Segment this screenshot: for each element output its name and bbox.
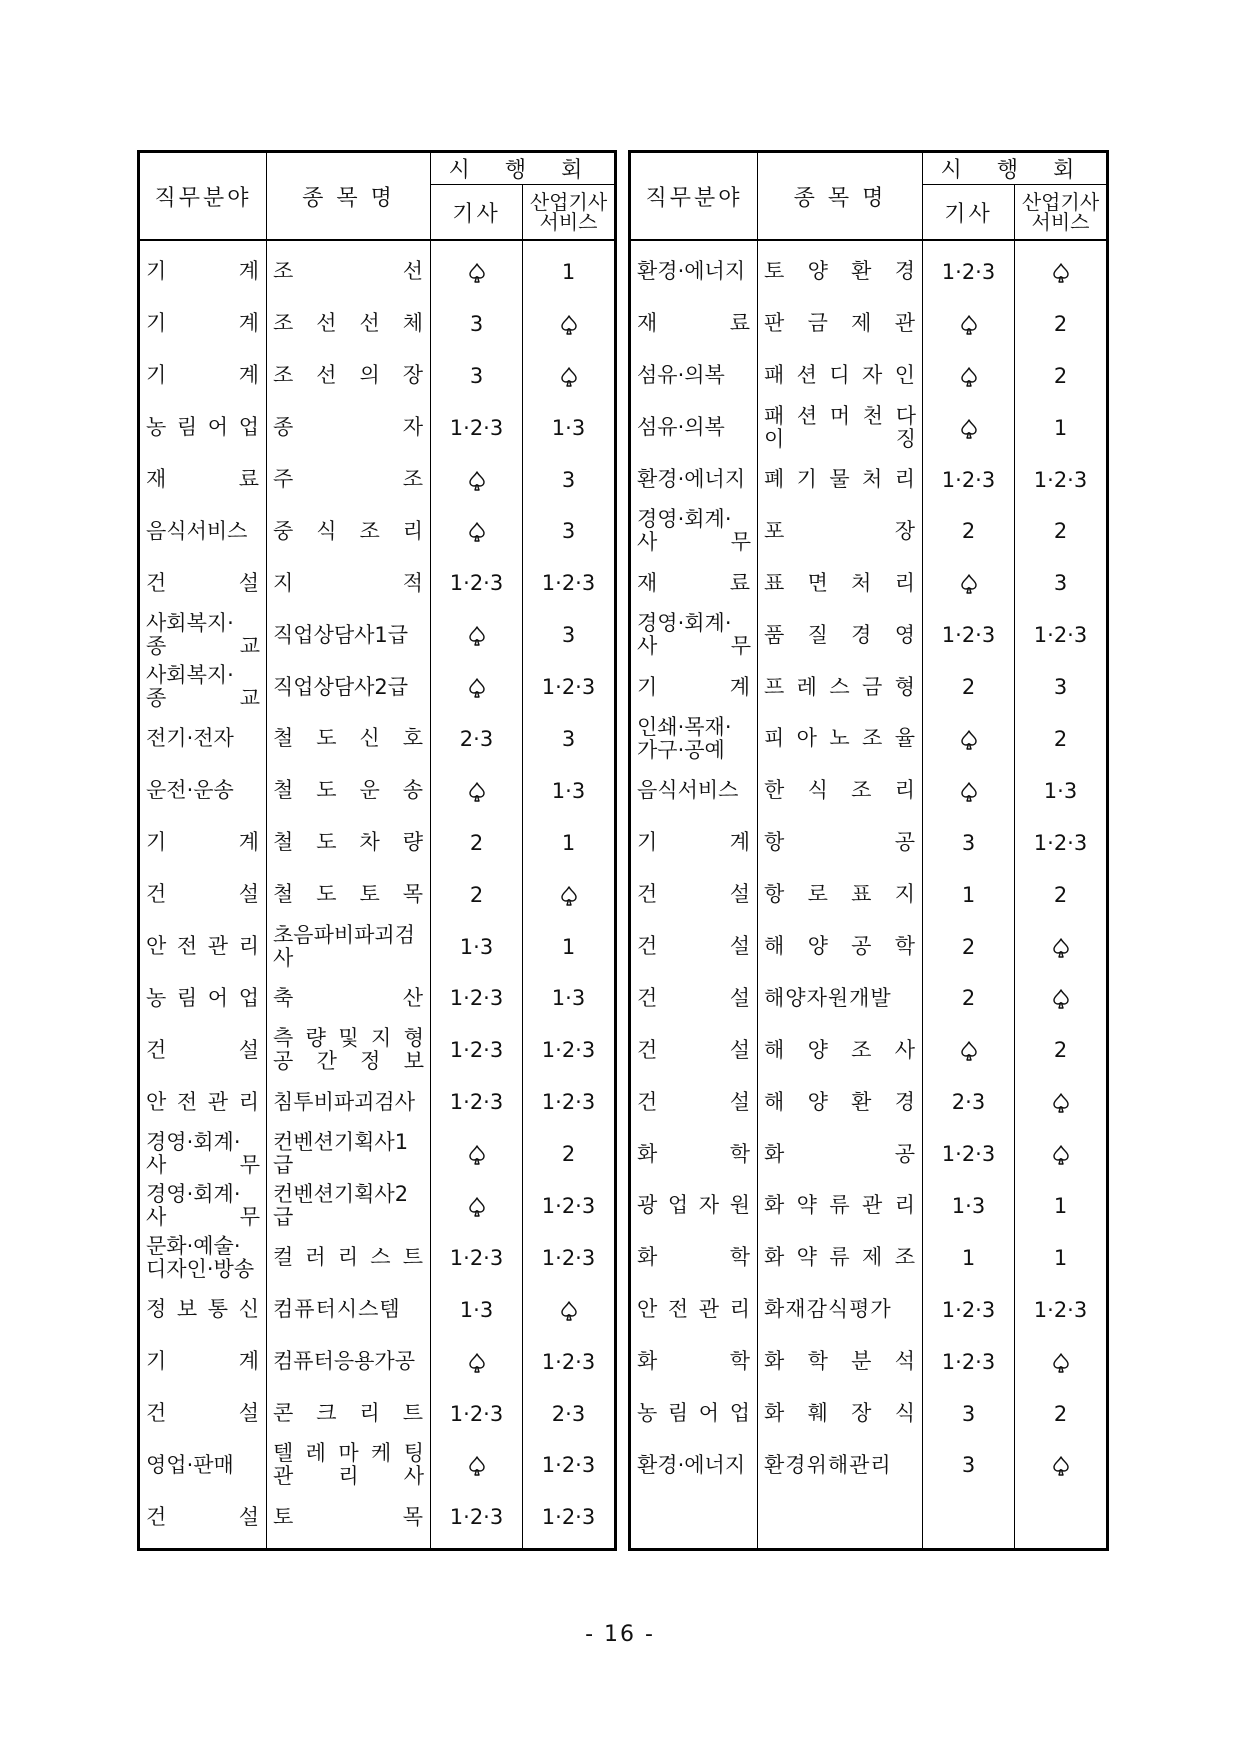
spade-outline-icon — [961, 419, 977, 439]
header-field: 직무분야 — [139, 152, 267, 241]
field-cell: 기 계 — [139, 817, 267, 869]
gisa-cell: 1·2·3 — [431, 1491, 523, 1543]
spade-cell — [431, 609, 523, 661]
sanup-cell: 1 — [523, 921, 616, 973]
spade-outline-icon — [561, 1301, 577, 1321]
spade-cell — [1015, 972, 1108, 1024]
name-cell: 직업상담사2급 — [267, 661, 431, 713]
field-cell: 재 료 — [630, 298, 758, 350]
table-row — [630, 505, 1108, 557]
table-row — [630, 454, 1108, 506]
name-cell: 텔 레 마 케 팅 관 리 사 — [267, 1439, 431, 1491]
spade-outline-icon — [469, 1197, 485, 1217]
name-cell: 컴퓨터시스템 — [267, 1284, 431, 1336]
table-row — [139, 765, 616, 817]
field-cell: 기 계 — [630, 817, 758, 869]
table-row — [139, 661, 616, 713]
name-cell: 컨벤션기획사1급 — [267, 1128, 431, 1180]
sanup-cell: 3 — [1015, 661, 1108, 713]
sanup-cell: 3 — [523, 454, 616, 506]
gisa-cell: 1·3 — [431, 1284, 523, 1336]
sanup-cell: 1 — [523, 246, 616, 298]
table-body-left — [139, 240, 616, 1549]
name-cell: 주 조 — [267, 454, 431, 506]
spade-outline-icon — [561, 367, 577, 387]
field-cell: 화 학 — [630, 1232, 758, 1284]
table-row — [630, 1024, 1108, 1076]
gisa-cell: 2 — [923, 505, 1015, 557]
spade-cell — [431, 1180, 523, 1232]
spade-outline-icon — [961, 367, 977, 387]
name-cell: 화 훼 장 식 — [758, 1388, 923, 1440]
gisa-cell: 1·2·3 — [923, 246, 1015, 298]
field-cell: 기 계 — [139, 1336, 267, 1388]
field-cell: 재 료 — [630, 557, 758, 609]
name-cell: 항 공 — [758, 817, 923, 869]
table-row — [630, 557, 1108, 609]
spade-outline-icon — [469, 626, 485, 646]
name-cell: 지 적 — [267, 557, 431, 609]
sanup-cell: 1·2·3 — [523, 557, 616, 609]
spade-cell — [923, 298, 1015, 350]
sanup-cell: 2 — [1015, 350, 1108, 402]
field-cell: 문화·예술· 디자인·방송 — [139, 1232, 267, 1284]
gisa-cell: 1·2·3 — [923, 1284, 1015, 1336]
table-row — [630, 402, 1108, 454]
name-cell: 화 약 류 관 리 — [758, 1180, 923, 1232]
table-row — [630, 1128, 1108, 1180]
table-row — [630, 609, 1108, 661]
sanup-cell: 1·3 — [1015, 765, 1108, 817]
header-name: 종 목 명 — [267, 152, 431, 241]
spade-outline-icon — [961, 574, 977, 594]
sanup-cell: 1·2·3 — [523, 1180, 616, 1232]
field-cell: 건 설 — [630, 921, 758, 973]
table-row — [630, 817, 1108, 869]
gisa-cell: 1·3 — [923, 1180, 1015, 1232]
field-cell: 건 설 — [139, 1024, 267, 1076]
table-row — [139, 713, 616, 765]
spade-cell — [1015, 1336, 1108, 1388]
name-cell: 철 도 운 송 — [267, 765, 431, 817]
gisa-cell: 1·2·3 — [923, 454, 1015, 506]
spade-cell — [523, 298, 616, 350]
table-row — [630, 1336, 1108, 1388]
field-cell: 영업·판매 — [139, 1439, 267, 1491]
table-row — [139, 505, 616, 557]
spade-cell — [431, 1439, 523, 1491]
gisa-cell: 1·3 — [431, 921, 523, 973]
field-cell: 사회복지· 종 교 — [139, 609, 267, 661]
gisa-cell: 2·3 — [431, 713, 523, 765]
spade-outline-icon — [961, 1041, 977, 1061]
gisa-cell: 1·2·3 — [431, 972, 523, 1024]
field-cell: 건 설 — [139, 557, 267, 609]
table-row — [139, 246, 616, 298]
field-cell: 기 계 — [139, 350, 267, 402]
gisa-cell — [923, 1491, 1015, 1543]
gisa-cell: 1·2·3 — [431, 1232, 523, 1284]
name-cell: 직업상담사1급 — [267, 609, 431, 661]
gisa-cell: 2·3 — [923, 1076, 1015, 1128]
spade-cell — [923, 350, 1015, 402]
field-cell: 경영·회계· 사 무 — [139, 1128, 267, 1180]
header-gisa: 기사 — [923, 185, 1015, 241]
spade-cell — [1015, 1439, 1108, 1491]
spade-cell — [431, 246, 523, 298]
field-cell: 경영·회계· 사 무 — [630, 609, 758, 661]
sanup-cell: 1·2·3 — [523, 1024, 616, 1076]
field-cell: 기 계 — [139, 246, 267, 298]
table-row — [139, 1336, 616, 1388]
sanup-cell: 1·3 — [523, 765, 616, 817]
spade-cell — [431, 1336, 523, 1388]
field-cell: 환경·에너지 — [630, 454, 758, 506]
field-cell: 농 림 어 업 — [630, 1388, 758, 1440]
sanup-cell: 1 — [1015, 402, 1108, 454]
field-cell: 건 설 — [139, 1491, 267, 1543]
spade-outline-icon — [561, 315, 577, 335]
sanup-cell: 3 — [523, 609, 616, 661]
table-row — [139, 1388, 616, 1440]
field-cell: 농 림 어 업 — [139, 972, 267, 1024]
name-cell: 포 장 — [758, 505, 923, 557]
table-row — [630, 713, 1108, 765]
sanup-cell: 1·3 — [523, 402, 616, 454]
gisa-cell: 1·2·3 — [923, 1128, 1015, 1180]
spade-outline-icon — [469, 1145, 485, 1165]
field-cell: 안 전 관 리 — [139, 1076, 267, 1128]
field-cell: 기 계 — [139, 298, 267, 350]
name-cell: 패 션 디 자 인 — [758, 350, 923, 402]
table-row — [139, 1439, 616, 1491]
field-cell: 전기·전자 — [139, 713, 267, 765]
sanup-cell: 2 — [1015, 1388, 1108, 1440]
table-row — [630, 1491, 1108, 1543]
spade-cell — [1015, 1128, 1108, 1180]
qualification-table-left — [137, 150, 617, 1551]
gisa-cell: 1·2·3 — [431, 557, 523, 609]
sanup-cell: 1·2·3 — [1015, 454, 1108, 506]
field-cell: 사회복지· 종 교 — [139, 661, 267, 713]
name-cell: 조 선 의 장 — [267, 350, 431, 402]
spade-outline-icon — [469, 782, 485, 802]
field-cell: 광 업 자 원 — [630, 1180, 758, 1232]
spade-cell — [431, 661, 523, 713]
field-cell: 화 학 — [630, 1336, 758, 1388]
field-cell: 건 설 — [139, 869, 267, 921]
field-cell: 인쇄·목재· 가구·공예 — [630, 713, 758, 765]
table-row — [630, 1076, 1108, 1128]
spade-outline-icon — [469, 522, 485, 542]
field-cell: 섬유·의복 — [630, 350, 758, 402]
gisa-cell: 1 — [923, 1232, 1015, 1284]
gisa-cell: 2 — [923, 661, 1015, 713]
gisa-cell: 3 — [923, 817, 1015, 869]
table-row — [630, 661, 1108, 713]
header-sanup: 산업기사 서비스 — [523, 185, 616, 241]
field-cell: 기 계 — [630, 661, 758, 713]
field-cell: 음식서비스 — [630, 765, 758, 817]
table-row — [630, 246, 1108, 298]
field-cell: 경영·회계· 사 무 — [630, 505, 758, 557]
spade-outline-icon — [1053, 1353, 1069, 1373]
name-cell: 컬 러 리 스 트 — [267, 1232, 431, 1284]
table-row — [139, 1491, 616, 1543]
sanup-cell: 2·3 — [523, 1388, 616, 1440]
spade-outline-icon — [469, 471, 485, 491]
table-row — [630, 921, 1108, 973]
spade-cell — [431, 765, 523, 817]
sanup-cell: 2 — [1015, 1024, 1108, 1076]
table-row — [139, 1076, 616, 1128]
sanup-cell: 1·2·3 — [523, 1439, 616, 1491]
sanup-cell: 1·2·3 — [1015, 1284, 1108, 1336]
table-row — [630, 869, 1108, 921]
name-cell: 피 아 노 조 율 — [758, 713, 923, 765]
spade-cell — [431, 1128, 523, 1180]
field-cell: 운전·운송 — [139, 765, 267, 817]
spade-cell — [431, 505, 523, 557]
header-name: 종 목 명 — [758, 152, 923, 241]
name-cell: 프 레 스 금 형 — [758, 661, 923, 713]
name-cell: 화 약 류 제 조 — [758, 1232, 923, 1284]
table-row — [630, 350, 1108, 402]
spade-outline-icon — [961, 782, 977, 802]
gisa-cell: 1·2·3 — [923, 609, 1015, 661]
gisa-cell: 1·2·3 — [431, 1024, 523, 1076]
name-cell: 철 도 차 량 — [267, 817, 431, 869]
field-cell: 환경·에너지 — [630, 246, 758, 298]
sanup-cell — [1015, 1491, 1108, 1543]
sanup-cell: 1 — [523, 817, 616, 869]
spade-cell — [1015, 921, 1108, 973]
sanup-cell: 1·2·3 — [523, 1232, 616, 1284]
sanup-cell: 2 — [523, 1128, 616, 1180]
field-cell: 경영·회계· 사 무 — [139, 1180, 267, 1232]
table-row — [630, 972, 1108, 1024]
sanup-cell: 2 — [1015, 713, 1108, 765]
spade-outline-icon — [561, 886, 577, 906]
field-cell: 음식서비스 — [139, 505, 267, 557]
table-row — [630, 1180, 1108, 1232]
spade-cell — [523, 869, 616, 921]
table-row — [630, 1232, 1108, 1284]
spade-outline-icon — [1053, 263, 1069, 283]
spade-cell — [1015, 246, 1108, 298]
table-row — [630, 1388, 1108, 1440]
field-cell: 안 전 관 리 — [630, 1284, 758, 1336]
name-cell: 토 목 — [267, 1491, 431, 1543]
table-row — [139, 817, 616, 869]
gisa-cell: 2 — [431, 869, 523, 921]
spade-cell — [1015, 1076, 1108, 1128]
sanup-cell: 1 — [1015, 1180, 1108, 1232]
sanup-cell: 2 — [1015, 505, 1108, 557]
sanup-cell: 3 — [523, 713, 616, 765]
name-cell: 환경위해관리 — [758, 1439, 923, 1491]
gisa-cell: 3 — [431, 350, 523, 402]
gisa-cell: 3 — [431, 298, 523, 350]
name-cell: 콘 크 리 트 — [267, 1388, 431, 1440]
table-row — [139, 402, 616, 454]
sanup-cell: 3 — [1015, 557, 1108, 609]
header-field: 직무분야 — [630, 152, 758, 241]
table-row — [139, 1232, 616, 1284]
table-row — [139, 1180, 616, 1232]
spade-outline-icon — [961, 315, 977, 335]
sanup-cell: 1·2·3 — [1015, 817, 1108, 869]
table-row — [139, 609, 616, 661]
gisa-cell: 3 — [923, 1388, 1015, 1440]
name-cell: 항 로 표 지 — [758, 869, 923, 921]
sanup-cell: 1 — [1015, 1232, 1108, 1284]
name-cell: 화 학 분 석 — [758, 1336, 923, 1388]
gisa-cell: 1·2·3 — [923, 1336, 1015, 1388]
name-cell: 침투비파괴검사 — [267, 1076, 431, 1128]
table-row — [139, 454, 616, 506]
name-cell: 컨벤션기획사2급 — [267, 1180, 431, 1232]
header-exam: 시 행 회 — [923, 152, 1108, 185]
sanup-cell: 1·2·3 — [523, 1336, 616, 1388]
name-cell: 폐 기 물 처 리 — [758, 454, 923, 506]
spade-cell — [923, 557, 1015, 609]
spade-cell — [431, 454, 523, 506]
field-cell: 건 설 — [630, 972, 758, 1024]
name-cell: 조 선 선 체 — [267, 298, 431, 350]
name-cell: 중 식 조 리 — [267, 505, 431, 557]
field-cell: 건 설 — [139, 1388, 267, 1440]
name-cell: 조 선 — [267, 246, 431, 298]
gisa-cell: 1 — [923, 869, 1015, 921]
field-cell: 화 학 — [630, 1128, 758, 1180]
sanup-cell: 1·2·3 — [523, 1076, 616, 1128]
field-cell: 건 설 — [630, 1024, 758, 1076]
name-cell: 해 양 환 경 — [758, 1076, 923, 1128]
page-number: - 16 - — [585, 1622, 655, 1647]
name-cell: 해양자원개발 — [758, 972, 923, 1024]
table-row — [139, 1024, 616, 1076]
table-row — [139, 350, 616, 402]
table-row — [139, 1128, 616, 1180]
field-cell: 정 보 통 신 — [139, 1284, 267, 1336]
table-body-right — [630, 240, 1108, 1549]
name-cell: 종 자 — [267, 402, 431, 454]
name-cell: 토 양 환 경 — [758, 246, 923, 298]
field-cell: 섬유·의복 — [630, 402, 758, 454]
name-cell: 해 양 공 학 — [758, 921, 923, 973]
qualification-table-right — [628, 150, 1109, 1551]
gisa-cell: 2 — [923, 972, 1015, 1024]
table-row — [139, 557, 616, 609]
table-row — [630, 1439, 1108, 1491]
gisa-cell: 3 — [923, 1439, 1015, 1491]
field-cell — [630, 1491, 758, 1543]
spade-outline-icon — [1053, 1093, 1069, 1113]
spade-outline-icon — [1053, 1456, 1069, 1476]
spade-cell — [923, 402, 1015, 454]
spade-outline-icon — [1053, 989, 1069, 1009]
field-cell: 재 료 — [139, 454, 267, 506]
sanup-cell: 2 — [1015, 869, 1108, 921]
gisa-cell: 1·2·3 — [431, 1388, 523, 1440]
table-row — [139, 1284, 616, 1336]
name-cell: 표 면 처 리 — [758, 557, 923, 609]
table-row — [139, 298, 616, 350]
table-row — [630, 765, 1108, 817]
spade-outline-icon — [1053, 1145, 1069, 1165]
header-gisa: 기사 — [431, 185, 523, 241]
spade-cell — [923, 765, 1015, 817]
spade-outline-icon — [961, 730, 977, 750]
sanup-cell: 2 — [1015, 298, 1108, 350]
field-cell: 건 설 — [630, 869, 758, 921]
field-cell: 건 설 — [630, 1076, 758, 1128]
name-cell: 화재감식평가 — [758, 1284, 923, 1336]
table-row — [630, 1284, 1108, 1336]
name-cell: 한 식 조 리 — [758, 765, 923, 817]
gisa-cell: 1·2·3 — [431, 402, 523, 454]
name-cell: 컴퓨터응용가공 — [267, 1336, 431, 1388]
spade-outline-icon — [469, 263, 485, 283]
name-cell: 품 질 경 영 — [758, 609, 923, 661]
table-row — [630, 298, 1108, 350]
field-cell: 농 림 어 업 — [139, 402, 267, 454]
spade-outline-icon — [1053, 938, 1069, 958]
spade-cell — [923, 1024, 1015, 1076]
field-cell: 환경·에너지 — [630, 1439, 758, 1491]
spade-outline-icon — [469, 1456, 485, 1476]
table-row — [139, 869, 616, 921]
sanup-cell: 1·3 — [523, 972, 616, 1024]
field-cell: 안 전 관 리 — [139, 921, 267, 973]
spade-outline-icon — [469, 678, 485, 698]
name-cell: 해 양 조 사 — [758, 1024, 923, 1076]
table-row — [139, 921, 616, 973]
sanup-cell: 1·2·3 — [1015, 609, 1108, 661]
spade-cell — [523, 1284, 616, 1336]
table-row — [139, 972, 616, 1024]
name-cell — [758, 1491, 923, 1543]
sanup-cell: 1·2·3 — [523, 1491, 616, 1543]
header-exam: 시 행 회 — [431, 152, 616, 185]
gisa-cell: 1·2·3 — [431, 1076, 523, 1128]
spade-outline-icon — [469, 1353, 485, 1373]
name-cell: 화 공 — [758, 1128, 923, 1180]
spade-cell — [523, 350, 616, 402]
sanup-cell: 3 — [523, 505, 616, 557]
name-cell: 철 도 토 목 — [267, 869, 431, 921]
gisa-cell: 2 — [923, 921, 1015, 973]
name-cell: 패 션 머 천 다 이 징 — [758, 402, 923, 454]
spade-cell — [923, 713, 1015, 765]
name-cell: 측 량 및 지 형 공 간 정 보 — [267, 1024, 431, 1076]
header-sanup: 산업기사 서비스 — [1015, 185, 1108, 241]
name-cell: 판 금 제 관 — [758, 298, 923, 350]
gisa-cell: 2 — [431, 817, 523, 869]
name-cell: 초음파비파괴검사 — [267, 921, 431, 973]
name-cell: 철 도 신 호 — [267, 713, 431, 765]
name-cell: 축 산 — [267, 972, 431, 1024]
sanup-cell: 1·2·3 — [523, 661, 616, 713]
